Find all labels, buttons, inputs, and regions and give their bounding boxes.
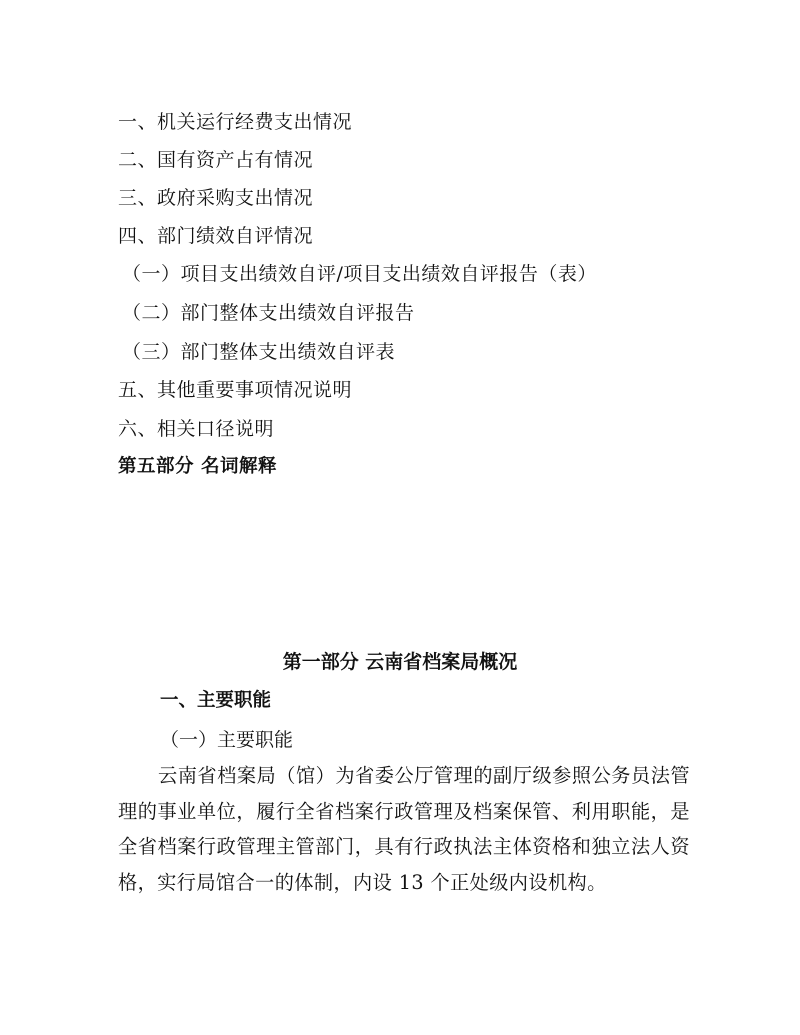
toc-item-performance-evaluation: 四、部门绩效自评情况 bbox=[118, 225, 314, 247]
toc-item-government-procurement: 三、政府采购支出情况 bbox=[118, 187, 314, 209]
toc-item-other-matters: 五、其他重要事项情况说明 bbox=[118, 379, 353, 401]
section-heading-main-functions: 一、主要职能 bbox=[160, 690, 272, 711]
toc-item-state-assets: 二、国有资产占有情况 bbox=[118, 149, 314, 171]
toc-part-five-heading: 第五部分 名词解释 bbox=[118, 456, 277, 477]
sub-heading-main-functions: （一）主要职能 bbox=[160, 729, 294, 751]
toc-subitem-project-evaluation: （一）项目支出绩效自评/项目支出绩效自评报告（表） bbox=[122, 263, 597, 285]
toc-subitem-department-table: （三）部门整体支出绩效自评表 bbox=[122, 341, 396, 363]
body-paragraph: 云南省档案局（馆）为省委公厅管理的副厅级参照公务员法管理的事业单位，履行全省档案行政管理及档案保管、利用职能，是全省档案行政管理主管部门，具有行政执法主体资格和独立法人资格，实行局馆合一的体制，内设 13 个正处级内设机构。 bbox=[118, 764, 690, 894]
toc-item-operating-expenses: 一、机关运行经费支出情况 bbox=[118, 111, 353, 133]
part-one-title: 第一部分 云南省档案局概况 bbox=[282, 651, 518, 673]
toc-subitem-department-report: （二）部门整体支出绩效自评报告 bbox=[122, 302, 415, 324]
toc-item-definitions: 六、相关口径说明 bbox=[118, 418, 275, 440]
